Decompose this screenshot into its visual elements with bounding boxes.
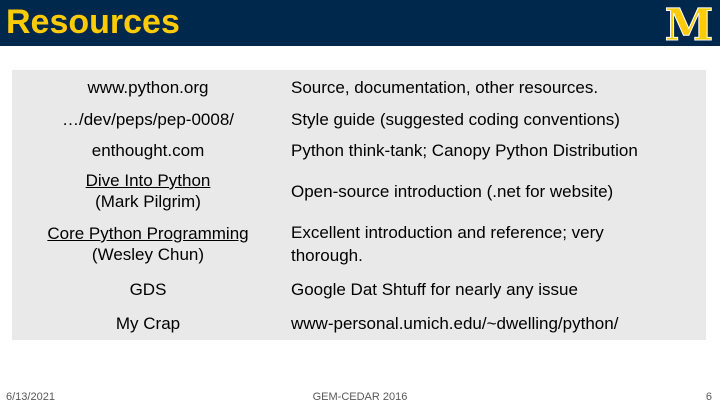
slide-header	[0, 0, 720, 46]
resource-name: My Crap	[115, 313, 181, 333]
resource-description: Source, documentation, other resources.	[291, 77, 599, 97]
footer-center: GEM-CEDAR 2016	[312, 391, 408, 403]
resource-description: Style guide (suggested coding conventions)	[291, 110, 620, 129]
table-row	[12, 104, 706, 135]
resource-name: www.python.org	[87, 77, 209, 97]
table-row	[12, 272, 706, 306]
resource-link[interactable]: Dive Into Python	[85, 171, 211, 190]
table-row	[12, 306, 706, 340]
page-number: 6	[705, 391, 712, 403]
svg-text:M: M	[664, 2, 714, 44]
resource-author: (Wesley Chun)	[91, 245, 205, 264]
resource-description: www-personal.umich.edu/~dwelling/python/	[291, 313, 619, 333]
description-line: Excellent introduction and reference; very	[291, 223, 604, 242]
table-row	[12, 135, 706, 166]
description-line: thorough.	[291, 246, 363, 265]
resource-name: GDS	[129, 279, 167, 299]
resource-author: (Mark Pilgrim)	[95, 192, 201, 211]
resource-description: Google Dat Shtuff for nearly any issue	[291, 279, 578, 299]
resource-name	[12, 216, 284, 272]
university-logo-icon	[660, 2, 718, 44]
resource-name: …/dev/peps/pep-0008/	[61, 110, 234, 129]
slide-title: Resources	[6, 3, 180, 41]
resource-name: enthought.com	[91, 141, 205, 160]
resource-name	[12, 166, 284, 216]
table-row	[12, 166, 706, 216]
table-row	[12, 216, 706, 272]
resource-description: Open-source introduction (.net for website)	[291, 181, 614, 201]
resource-description: Python think-tank; Canopy Python Distribution	[291, 141, 638, 160]
resources-table	[12, 70, 706, 340]
footer-date: 6/13/2021	[6, 391, 55, 403]
resource-description	[291, 216, 706, 272]
resource-link[interactable]: Core Python Programming	[47, 224, 249, 243]
table-row	[12, 70, 706, 104]
